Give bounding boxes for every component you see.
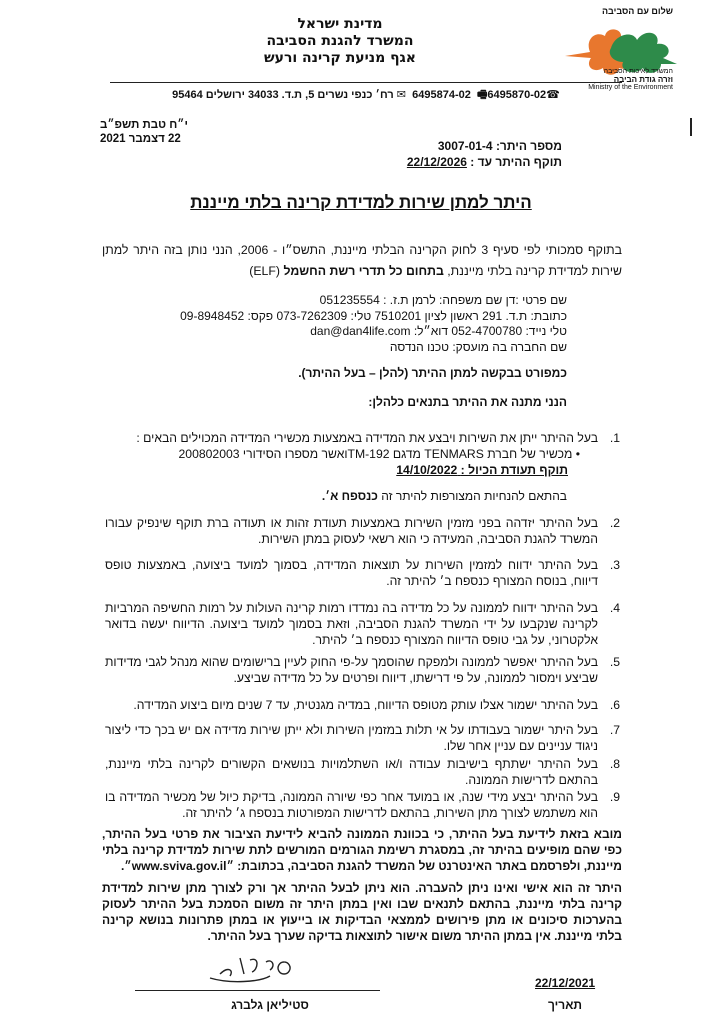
item-number: 9.: [609, 790, 620, 804]
item-text: בעל ההיתר יבצע מידי שנה, או במועד אחר כפי שיורה הממונה, בדיקת כיול של מכשיר המדידה בו הוא משתמש לצורך מתן השירות, בהתאם לדרישות המפורטות בנספח ג׳ להיתר זה.: [105, 790, 598, 820]
handwritten-signature: [200, 948, 310, 988]
permit-info: [407, 138, 562, 170]
document-title: היתר למתן שירות למדידת קרינה בלתי מייננת: [190, 193, 532, 212]
condition-item: [105, 654, 620, 686]
item-number: 1.: [609, 431, 620, 445]
item-text: בעל ההיתר ישתתף בישיבות עבודה ו/או השתלמויות בנושאים הקשורים לקרינה בלתי מייננת, בהתאם לדרישות הממונה.: [105, 757, 598, 787]
condition-item: [105, 722, 620, 754]
logo-slogan: שלום עם הסביבה: [601, 6, 673, 16]
permit-validity-date: 22/12/2026: [406, 155, 467, 169]
fax-number: 6495870-02: [487, 89, 547, 101]
item-text: בעל ההיתר יאפשר לממונה ולמפקח שהוסמך על-פי החוק לעיין ברישומים שהוא מנהל לגבי מדידות שביצע וימסור לממונה, על פי דרישתו, דיווח ופרטים על כל מדידה שביצע.: [105, 655, 598, 685]
intro-bold: בתחום כל תדרי רשת החשמל: [283, 264, 444, 278]
item-text: בעל היתר ישמור בעבודתו על אי תלות במזמין השירות ולא ייתן שירות מדידה אם יש בכך כדי ליצור ניגוד עניינים עם עניין אחר שלו.: [105, 723, 598, 753]
item-number: 6.: [609, 698, 620, 712]
guidelines-line: [322, 489, 567, 505]
holder-contact: טלי נייד: 052-4700780 דוא״ל: dan@dan4life.com: [310, 324, 567, 338]
condition-item: [105, 515, 620, 547]
guidelines-text: בהתאם להנחיות המצורפות להיתר זה: [377, 489, 567, 503]
phone-number: 6495874-02: [412, 89, 471, 101]
header-ministry: המשרד להגנת הסביבה: [266, 33, 414, 49]
logo-text-1: המשרד לאיכות הסביבה: [603, 68, 673, 75]
postal-address: רח׳ כנפי נשרים 5, ת.ד. 34033 ירושלים 95464: [172, 89, 394, 101]
condition-item: [105, 697, 620, 713]
condition-item: [105, 557, 620, 589]
item-text: בעל ההיתר ייתן את השירות ויבצע את המדידה באמצעות מכשירי המדידה המכוילים הבאים :: [136, 431, 598, 445]
holder-company: שם החברה בה מועסק: טכנו הנדסה: [389, 339, 567, 354]
header-state: מדינת ישראל: [297, 16, 383, 32]
logo-text-3: Ministry of the Environment: [588, 84, 673, 91]
signature-line: [135, 990, 380, 991]
condition-item: [105, 756, 620, 788]
calibration-date: 14/10/2022: [396, 463, 458, 477]
item-number: 2.: [609, 516, 620, 530]
holder-name: שם פרטי :דן שם משפחה: לרמן ת.ז. : 051235554: [319, 293, 567, 307]
item-text: בעל ההיתר ישמור אצלו עותק מטופס הדיווח, במדיה מגנטית, עד 7 שנים מיום ביצוע המדידה.: [133, 698, 598, 712]
instrument-text: מכשיר של חברת TENMARS מדגם TM-192ואשר מספרו הסידורי 200802003: [178, 447, 573, 461]
personal-permit-notice: היתר זה הוא אישי ואינו ניתן להעברה. הוא ניתן לבעל ההיתר אך ורק לצורך מתן שירות למדידת קרינה בלתי מייננת, בהתאם לתנאים שבו ואין במתן היתר זה משום הסמכת בעל ההיתר לעסוק בהערכות סיכונים או מתן פירושים לממצאי הבדיקות או בייעוץ או במתן פתרונות בנושא קרינה בלתי מייננת. אין במתן ההיתר משום אישור לתוצאות בדיקה שערך בעל ההיתר.: [102, 881, 622, 943]
item-text: בעל ההיתר יזדהה בפני מזמין השירות באמצעות תעודת זהות או תעודה ברת תוקף שינפיק עבורו המשרד להגנת הסביבה, המעידה כי הוא רשאי לעסוק במתן השירות.: [105, 516, 598, 546]
item-text: בעל ההיתר ידווח למזמין השירות על תוצאות המדידה, בסמוך למועד ביצועה, באמצעות טופס דיווח, בנוסח המצורף כנספח ב׳ להיתר זה.: [105, 558, 598, 588]
intro-text: בתוקף סמכותי לפי סעיף 3 לחוק הקרינה הבלתי מייננת, התשס״ו - 2006, הנני נותן בזה היתר למתן שירות למדידת קרינה בלתי מייננת,: [102, 243, 622, 278]
hebrew-date: י״ח טבת תשפ״ב: [100, 119, 188, 131]
header-divider: [110, 82, 622, 83]
condition-item: [105, 600, 620, 648]
item-number: 4.: [609, 601, 620, 615]
letter-date: [100, 118, 250, 146]
item-text: בעל ההיתר ידווח לממונה על כל מדידה בה נמדדו רמות קרינה העולות על רמות החשיפה המרביות לקרינה שנקבעו על ידי המשרד להגנת הסביבה, וזאת בסמוך למועד ביצועה. הדיווח יעשה בדואר אלקטרוני, על גבי טופס הדיווח המצורף כנספח ב׳ להיתר.: [105, 601, 598, 647]
condition-item: [105, 789, 620, 821]
publication-notice: מובא בזאת לידיעת בעל ההיתר, כי בכוונת הממונה להביא לידיעת הציבור את פרטי בעל ההיתר, כפי שהם מופיעים בהיתר זה, במסגרת רשימת הגורמים המורשים לתת שירות למדידת קרינה בלתי מייננת, ולפרסמם באתר האינטרנט של המשרד להגנת הסביבה, בכתובת: ״www.sviva.gov.il״.: [102, 827, 622, 873]
item-number: 5.: [609, 655, 620, 669]
item-number: 8.: [609, 757, 620, 771]
signature-date: 22/12/2021: [535, 976, 596, 990]
instrument-bullet: • מכשיר של חברת TENMARS מדגם TM-192ואשר מספרו הסידורי 200802003: [178, 447, 580, 461]
fax-icon: 🖷: [477, 89, 488, 101]
item-number: 7.: [609, 723, 620, 737]
holder-address: כתובת: ת.ד. 291 ראשון לציון 7510201 טלי: 073-7262309 פקס: 09-8948452: [180, 308, 567, 323]
permit-number-label: מספר היתר:: [495, 139, 562, 153]
conditions-intro: הנני מתנה את ההיתר בתנאים כלהלן:: [368, 395, 567, 409]
intro-elf: (ELF): [249, 264, 284, 278]
letterhead: [240, 16, 440, 67]
header-division: אגף מניעת קרינה ורעש: [264, 50, 416, 66]
permit-validity-label: תוקף ההיתר עד :: [470, 155, 562, 169]
condition-item: [105, 430, 620, 478]
as-requested: כמפורט בבקשה למתן ההיתר (להלן – בעל ההיתר).: [298, 366, 567, 380]
annex-a: כנספח א׳.: [321, 489, 378, 503]
text-cursor: [690, 118, 692, 136]
logo-text-2: וזרה גודת הביבה: [613, 75, 673, 84]
holder-details: [180, 293, 567, 355]
intro-paragraph: [102, 240, 622, 282]
signatory-name: סטיליאן גלברג: [231, 998, 309, 1012]
date-label: תאריך: [548, 998, 583, 1012]
gregorian-date: 22 דצמבר 2021: [100, 133, 181, 145]
envelope-icon: ✉: [396, 89, 407, 101]
item-number: 3.: [609, 558, 620, 572]
phone-icon: ☎: [546, 89, 560, 101]
permit-number: 3007-01-4: [437, 139, 493, 153]
calibration-label: תוקף תעודת הכיול :: [460, 463, 568, 477]
contact-line: [110, 86, 622, 105]
